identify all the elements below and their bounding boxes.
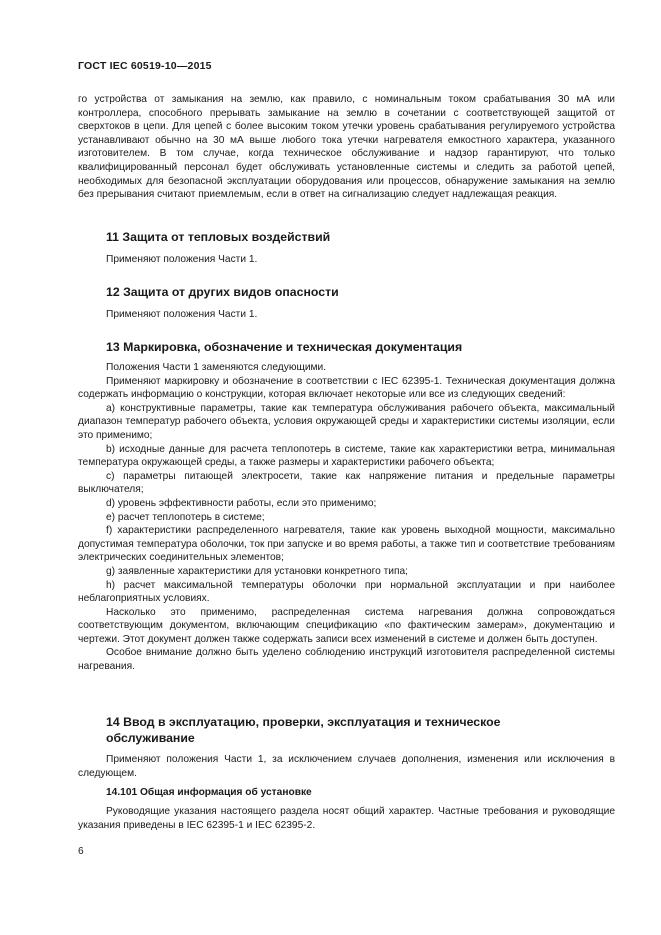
page-number: 6 [78,846,84,857]
list-item-h: h) расчет максимальной температуры оболочки при нормальной эксплуатации и при наиболее неблагоприятных условиях. [78,579,615,605]
section-14-heading-line2: обслуживание [106,731,195,745]
intro-paragraph: го устройства от замыкания на землю, как правило, с номинальным током срабатывания 30 мА или контроллера, способного прерывать замыкание на землю в сочетании с соответствующей защитой от сверхтоков в цепи. Для цепей с более высоким током утечки уровень срабатывания регулируемого устройства устанавливают обычно на 30 мА выше любого тока утечки нагревателя емкостного характера, указанного изготовителем. В том случае, когда техническое обслуживание и надзор гарантируют, что только квалифицированный персонал будет обслуживать установленные системы и следить за работой цепей, необходимых для безопасной эксплуатации оборудования или процессов, обнаружение замыкания на землю без прерывания считают приемлемым, если в ответ на сигнализацию следует надлежащая реакция. [78,94,615,201]
section-12-heading: 12 Защита от других видов опасности [106,285,339,299]
section-13-p1: Положения Части 1 заменяются следующими. [106,362,327,373]
list-item-b: b) исходные данные для расчета теплопотерь в системе, такие как характеристики ветра, минимальная температура окружающей среды, а также размеры и характеристики рабочего объекта; [78,443,615,469]
list-item-c: c) параметры питающей электросети, такие как напряжение питания и предельные параметры выключателя; [78,470,615,496]
section-14-text: Применяют положения Части 1, за исключением случаев дополнения, изменения или исключения в следующем. [78,754,615,779]
section-11-heading: 11 Защита от тепловых воздействий [106,230,331,244]
list-item-e: e) расчет теплопотерь в системе; [106,511,265,523]
subsection-14-101-text: Руководящие указания настоящего раздела носят общий характер. Частные требования и руководящие указания приведены в IEC 62395-1 и IEC 62395-2. [78,806,615,831]
section-13-p3: Насколько это применимо, распределенная система нагревания должна сопровождаться соответствующим документом, включающим спецификацию «по фактическим замерам», документацию и чертежи. Этот документ должен также содержать записи всех изменений в системе и должен быть доступен. [78,606,615,645]
subsection-14-101-heading: 14.101 Общая информация об установке [106,787,312,798]
section-13-p2: Применяют маркировку и обозначение в соответствии с IEC 62395-1. Техническая документация должна содержать информацию о конструкции, которая включает некоторые или все из следующих сведений: [78,375,615,401]
section-13-heading: 13 Маркировка, обозначение и техническая документация [106,340,463,354]
section-14-heading-line1: 14 Ввод в эксплуатацию, проверки, эксплуатация и техническое [106,715,501,729]
document-header: ГОСТ IEC 60519-10—2015 [78,60,212,72]
section-13-p4: Особое внимание должно быть уделено соблюдению инструкций изготовителя распределенной системы нагревания. [78,647,615,673]
section-13-body [78,361,615,674]
list-item-g: g) заявленные характеристики для установки конкретного типа; [106,565,408,577]
list-item-f: f) характеристики распределенного нагревателя, такие как уровень выходной мощности, максимально допустимая температура оболочки, ток при запуске и во время работы, а также тип и соответствие требованиям электрических соединительных элементов; [78,525,615,564]
list-item-d: d) уровень эффективности работы, если это применимо; [106,497,377,509]
section-14-heading [78,714,615,746]
section-11-text: Применяют положения Части 1. [106,254,258,265]
list-item-a: a) конструктивные параметры, такие как температура обслуживания рабочего объекта, максимальный диапазон температур рабочего объекта, условия окружающей среды и характеристики системы изоляции, если это применимо; [78,402,615,441]
section-12-text: Применяют положения Части 1. [106,309,258,320]
